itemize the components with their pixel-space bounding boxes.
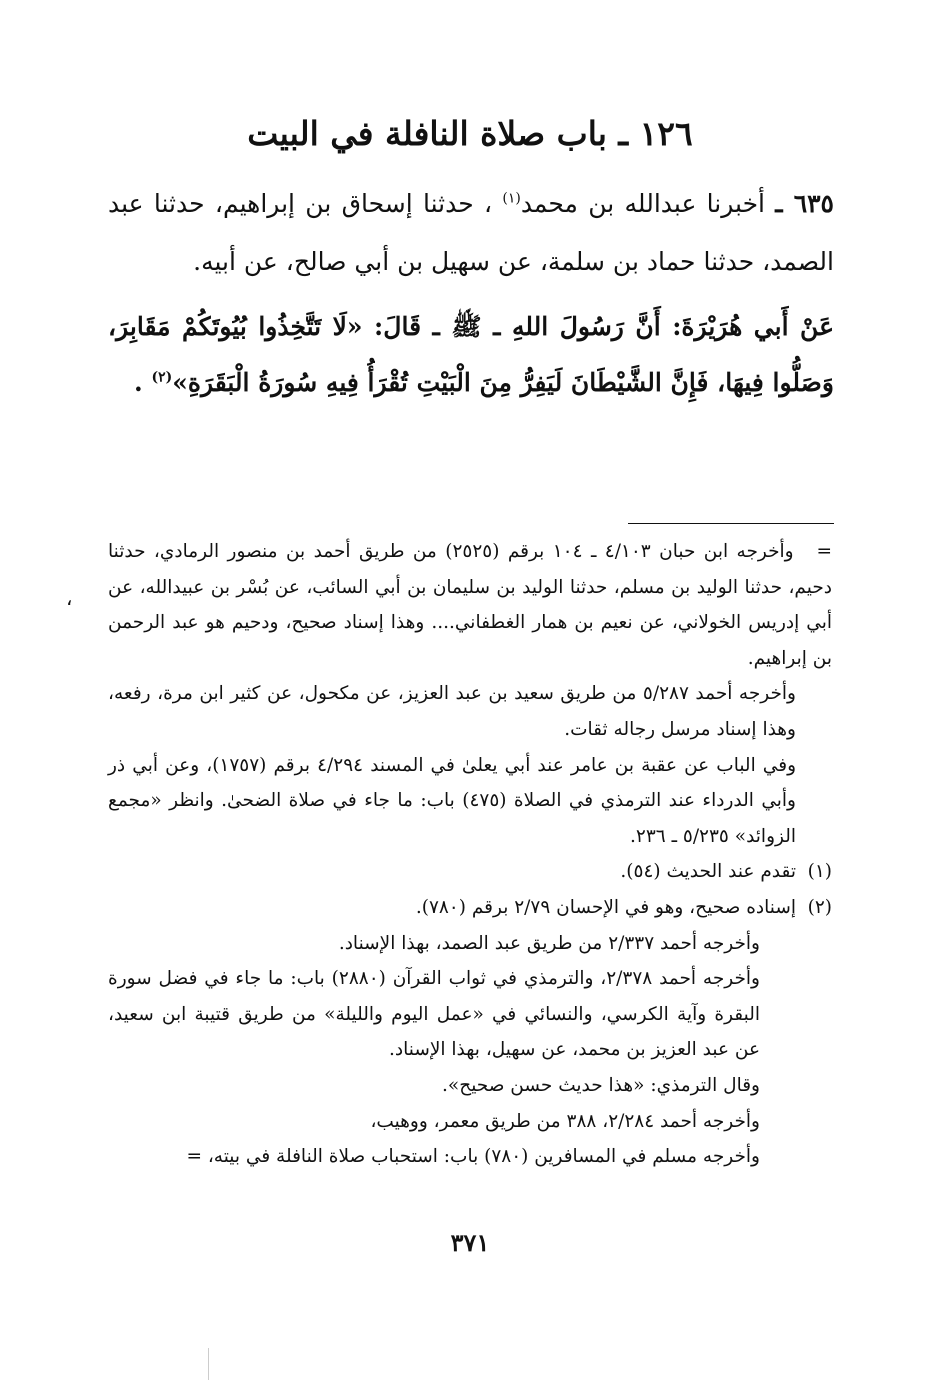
isnad-text: أخبرنا عبدالله بن محمد [520, 189, 765, 218]
matn-end: . [134, 368, 143, 397]
footnote-1 [108, 854, 832, 890]
matn-text: عَنْ أَبي هُرَيْرَةَ: أَنَّ رَسُولَ اللهِ ـ ﷺ ـ قَالَ: «لَا تَتَّخِذُوا بُيُوتَكُمْ مَقَابِرَ، وَصَلُّوا فِيهَا، فَإِنَّ الشَّيْطَانَ لَيَفِرُّ مِنَ الْبَيْتِ تُقْرَأُ فِيهِ سُورَةُ الْبَقَرَةِ» [108, 312, 834, 397]
footnote-number: (٢) [807, 896, 832, 918]
footnote-paragraph: وأخرجه أحمد ٢/٣٣٧ من طريق عبد الصمد، بهذا الإسناد. [338, 932, 760, 954]
footnote-paragraph: وأخرجه مسلم في المسافرين (٧٨٠) باب: استحباب صلاة النافلة في بيته، = [186, 1146, 760, 1168]
footnote-divider [628, 523, 834, 524]
footnote-paragraph: وقال الترمذي: «هذا حديث حسن صحيح». [442, 1074, 760, 1096]
continued-note-text: وأخرجه ابن حبان ٤/١٠٣ ـ ١٠٤ برقم (٢٥٢٥) من طريق أحمد بن منصور الرمادي، حدثنا دحيم، حدثنا الوليد بن مسلم، حدثنا الوليد بن سليمان بن أبي السائب، عن بُسْر بن عبيدالله، عن أبي إدريس الخولاني، عن نعيم بن همار الغطفاني.... وهذا إسناد صحيح، ودحيم هو عبد الرحمن بن إبراهيم. [108, 541, 832, 669]
footnote-paragraph: إسناده صحيح، وهو في الإحسان ٢/٧٩ برقم (٧٨٠). [415, 896, 796, 918]
footnotes-section [108, 534, 832, 1175]
footnote-paragraph: وأخرجه أحمد ٢/٣٧٨، والترمذي في ثواب القرآن (٢٨٨٠) باب: ما جاء في فضل سورة البقرة وآية الكرسي، والنسائي في «عمل اليوم والليلة» من طريق قتيبة ابن سعيد، عن عبد العزيز بن محمد، عن سهيل، بهذا الإسناد. [108, 968, 760, 1061]
continued-note-paragraph: وفي الباب عن عقبة بن عامر عند أبي يعلىٰ في المسند ٤/٢٩٤ برقم (١٧٥٧)، وعن أبي ذر وأبي الدرداء عند الترمذي في الصلاة (٤٧٥) باب: ما جاء في صلاة الضحىٰ. وانظر «مجمع الزوائد» ٥/٢٣٥ ـ ٢٣٦. [108, 754, 796, 847]
footnote-2 [108, 890, 832, 1175]
isnad-continuation: ، حدثنا إسحاق بن إبراهيم، حدثنا عبد الصمد، حدثنا حماد بن سلمة، عن سهيل بن أبي صالح، عن أبيه. [108, 189, 834, 276]
footnote-paragraph: وأخرجه أحمد ٢/٢٨٤، ٣٨٨ من طريق معمر، ووهيب، [370, 1110, 760, 1132]
continued-note-paragraph: وأخرجه أحمد ٥/٢٨٧ من طريق سعيد بن عبد العزيز، عن مكحول، عن كثير ابن مرة، رفعه، وهذا إسناد مرسل رجاله ثقات. [108, 683, 796, 740]
continued-note-paragraph [108, 534, 832, 676]
footnote-number: (١) [807, 861, 832, 883]
footnote-text-block [108, 890, 796, 1175]
hadith-body [108, 175, 834, 411]
continuation-mark: = [816, 541, 833, 562]
hadith-number: ٦٣٥ ـ [775, 189, 834, 218]
footnote-ref-1: (١) [502, 190, 521, 207]
footnote-text: تقدم عند الحديث (٥٤). [620, 861, 796, 883]
matn-paragraph [108, 299, 834, 411]
isnad-paragraph [108, 175, 834, 291]
scan-punctuation-mark: ، [66, 586, 73, 610]
chapter-title: ١٢٦ ـ باب صلاة النافلة في البيت [247, 114, 693, 153]
page-number: ٣٧١ [450, 1228, 490, 1257]
footnote-ref-2: (٢) [151, 369, 173, 386]
scan-artifact-line [208, 1348, 209, 1380]
